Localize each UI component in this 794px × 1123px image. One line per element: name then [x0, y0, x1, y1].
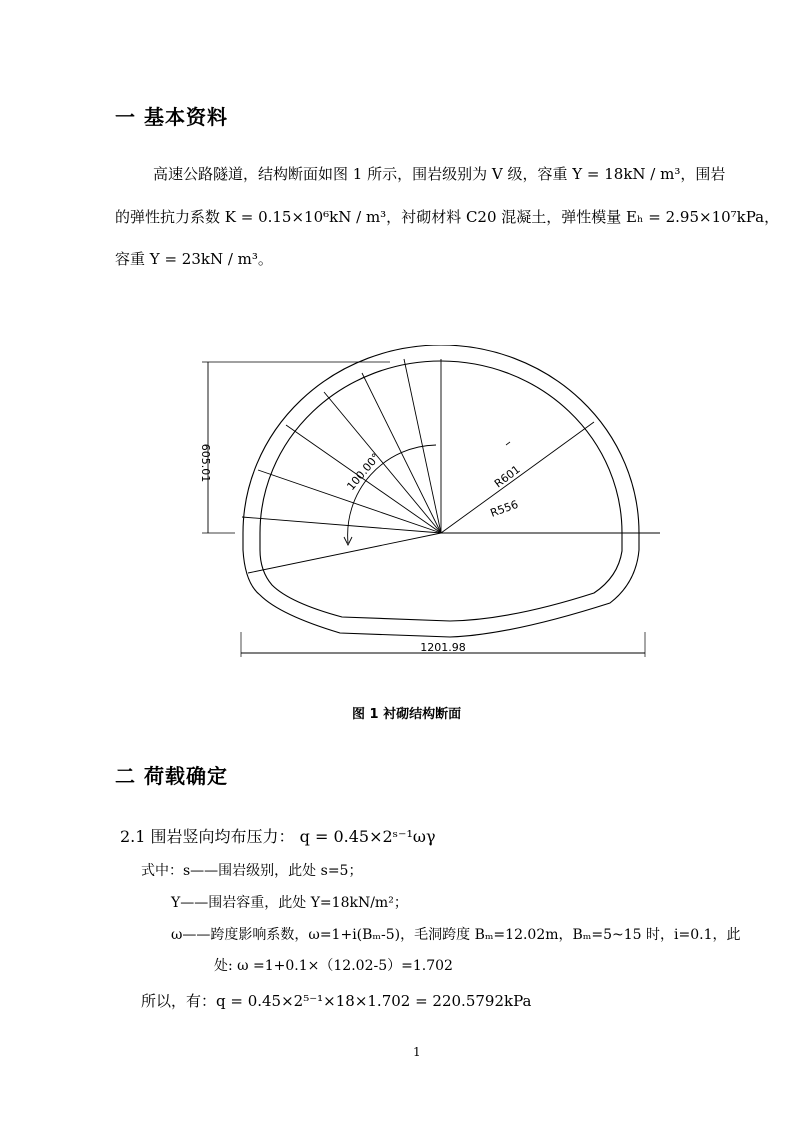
- lining-section-figure: [190, 345, 660, 665]
- outer-radius-label: R601: [491, 462, 523, 491]
- subsection-2-1-title: 2.1 围岩竖向均布压力： q = 0.45×2ˢ⁻¹ωγ: [120, 827, 436, 846]
- section-1-title: 一 基本资料: [115, 105, 228, 129]
- dim-width-label: 1201.98: [420, 641, 466, 654]
- paragraph-line-3: 容重 Υ = 23kN / m³。: [115, 250, 273, 268]
- section-2-title: 二 荷载确定: [115, 764, 228, 788]
- paragraph-line-2: 的弹性抗力系数 K = 0.15×10⁶kN / m³，衬砌材料 C20 混凝土，弹性模量 Eₕ = 2.95×10⁷kPa，: [115, 208, 780, 226]
- inner-radius-label: R556: [488, 497, 520, 520]
- page-number: 1: [413, 1045, 421, 1059]
- formula-note-3: ω——跨度影响系数，ω=1+i(Bₘ-5)，毛洞跨度 Bₘ=12.02m，Bₘ=5~15 时，i=0.1，此: [171, 927, 741, 943]
- formula-note-1: 式中：s——围岩级别，此处 s=5；: [141, 863, 363, 879]
- radial-lines: [242, 359, 660, 573]
- figure-caption: 图 1 衬砌结构断面: [352, 707, 462, 722]
- formula-note-2: Υ——围岩容重，此处 Υ=18kN/m²；: [171, 895, 408, 911]
- dim-height-label: 605.01: [199, 443, 212, 483]
- result-line: 所以，有：q = 0.45×2⁵⁻¹×18×1.702 = 220.5792kPa: [141, 992, 532, 1010]
- formula-note-4: 处: ω =1+0.1×（12.02-5）=1.702: [214, 958, 453, 974]
- angle-label: 100.00°: [344, 450, 383, 493]
- paragraph-line-1: 高速公路隧道，结构断面如图 1 所示，围岩级别为 V 级，容重 Υ = 18kN / m³，围岩: [153, 165, 726, 183]
